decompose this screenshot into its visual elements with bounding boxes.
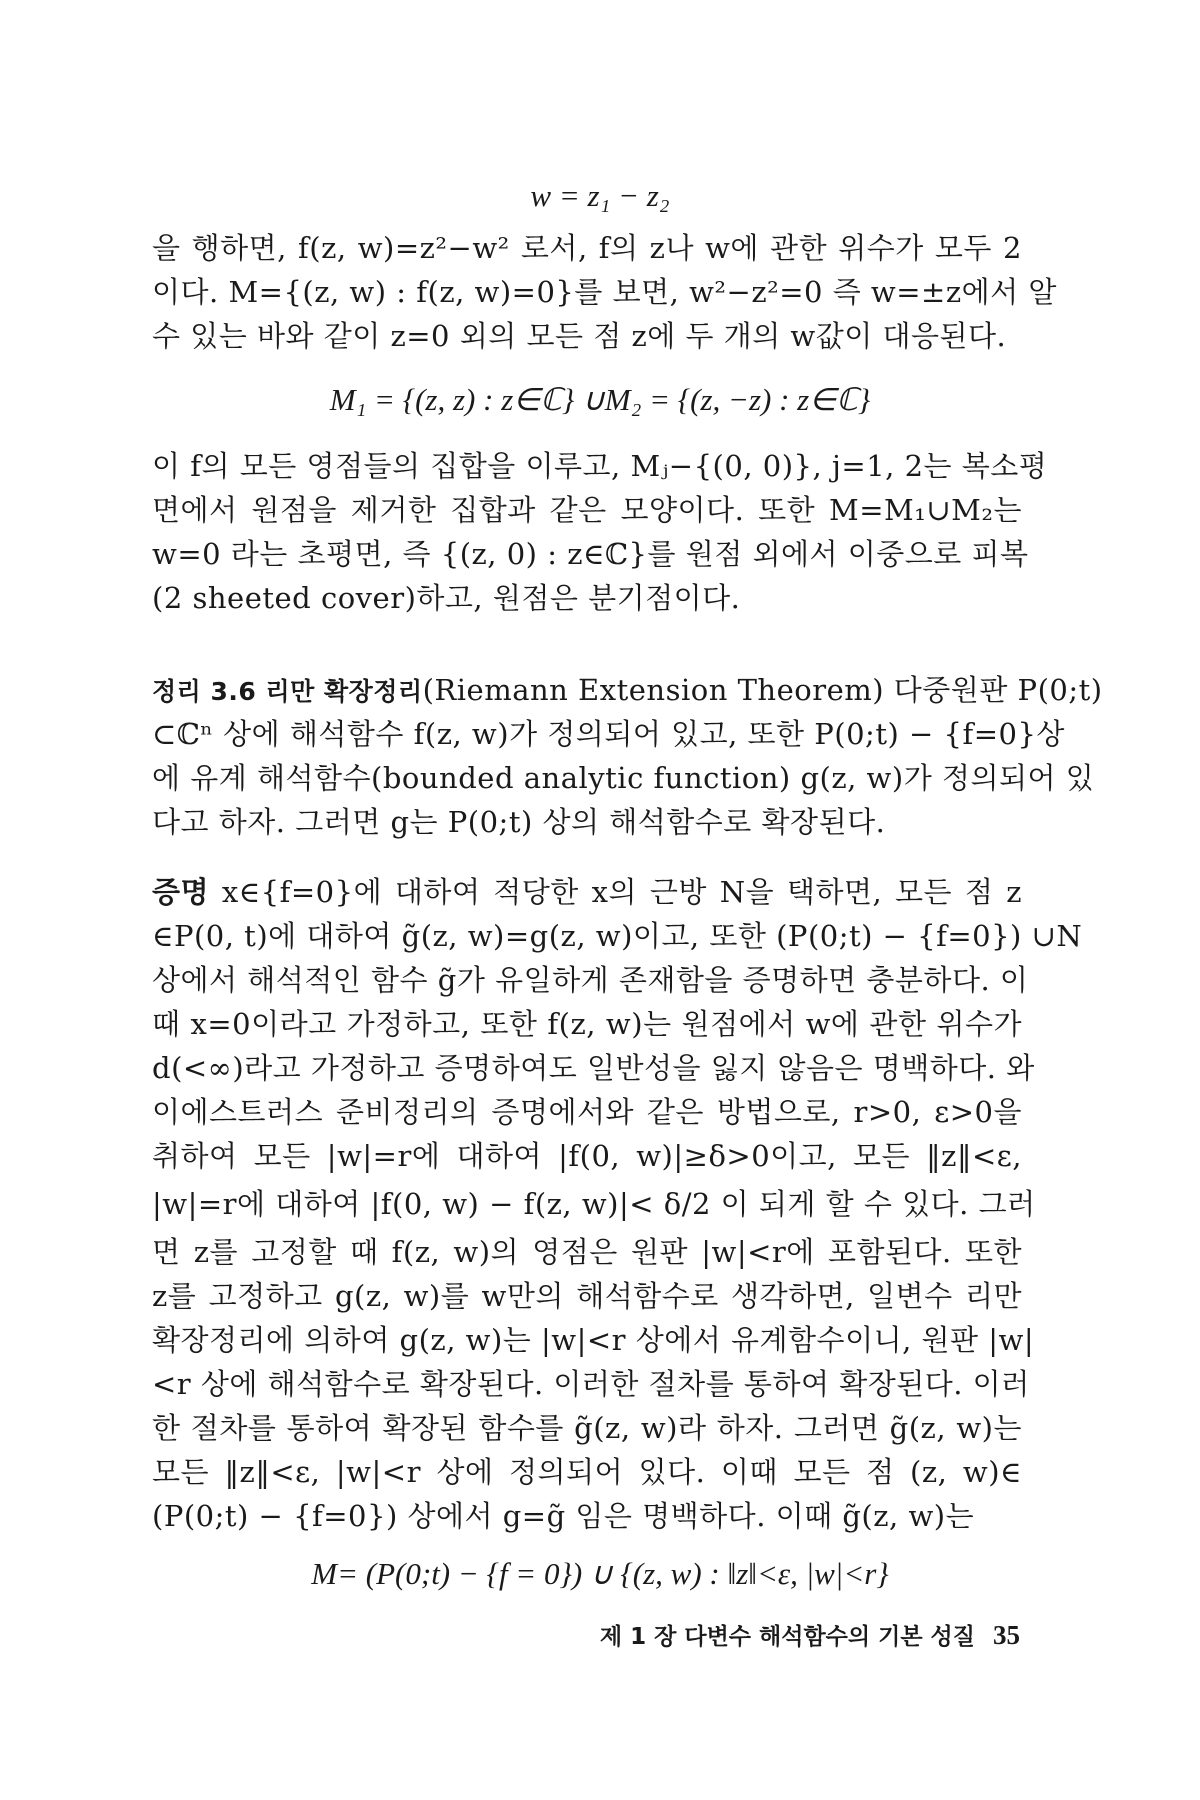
paragraph2-line: 면에서 원점을 제거한 집합과 같은 모양이다. 또한 M=M₁∪M₂는	[152, 493, 1022, 527]
proof-line: d(<∞)라고 가정하고 증명하여도 일반성을 잃지 않음은 명백하다. 와	[152, 1051, 1035, 1085]
theorem-first-line	[152, 670, 1103, 712]
proof-line: 이에스트러스 준비정리의 증명에서와 같은 방법으로, r>0, ε>0을	[152, 1095, 1022, 1129]
proof-line: ∈P(0, t)에 대하여 g̃(z, w)=g(z, w)이고, 또한 (P(0;t) − {f=0}) ∪N	[152, 919, 1083, 953]
proof-line: z를 고정하고 g(z, w)를 w만의 해석함수로 생각하면, 일변수 리만	[152, 1279, 1022, 1313]
paragraph1-line: 이다. M={(z, w) : f(z, w)=0}를 보면, w²−z²=0 즉 w=±z에서 알	[152, 275, 1057, 309]
proof-heading: 증명	[152, 875, 210, 909]
theorem-heading: 정리 3.6 리만 확장정리	[152, 677, 423, 706]
theorem-line: ⊂ℂⁿ 상에 해석함수 f(z, w)가 정의되어 있고, 또한 P(0;t) − {f=0}상	[152, 717, 1065, 751]
equation-w-definition: w = z₁ − z₂	[530, 178, 670, 213]
equation-m1-m2: M₁ = {(z, z) : z∈ℂ} ∪M₂ = {(z, −z) : z∈ℂ}	[329, 382, 871, 417]
paragraph2-line: 이 f의 모든 영점들의 집합을 이루고, Mⱼ−{(0, 0)}, j=1, 2는 복소평	[152, 449, 1048, 483]
paragraph1-line: 수 있는 바와 같이 z=0 외의 모든 점 z에 두 개의 w값이 대응된다.	[152, 319, 1007, 353]
theorem-line: 다고 하자. 그러면 g는 P(0;t) 상의 해석함수로 확장된다.	[152, 805, 886, 839]
proof-line: 확장정리에 의하여 g(z, w)는 |w|<r 상에서 유계함수이니, 원판 |w|	[152, 1323, 1035, 1357]
paragraph1-line: 을 행하면, f(z, w)=z²−w² 로서, f의 z나 w에 관한 위수가 모두 2	[152, 231, 1022, 265]
proof-first-line-text: x∈{f=0}에 대하여 적당한 x의 근방 N을 택하면, 모든 점 z	[209, 875, 1022, 909]
page-footer	[520, 1618, 1020, 1651]
equation-m-definition: M= (P(0;t) − {f = 0}) ∪ {(z, w) : ‖z‖<ε, |w|<r}	[311, 1556, 889, 1591]
proof-line: <r 상에 해석함수로 확장된다. 이러한 절차를 통하여 확장된다. 이러	[152, 1367, 1030, 1401]
theorem-line: 에 유계 해석함수(bounded analytic function) g(z, w)가 정의되어 있	[152, 761, 1095, 795]
proof-first-line	[152, 872, 1022, 912]
proof-line: 한 절차를 통하여 확장된 함수를 g̃(z, w)라 하자. 그러면 g̃(z, w)는	[152, 1411, 1022, 1445]
theorem-first-line-text: (Riemann Extension Theorem) 다중원판 P(0;t)	[422, 673, 1103, 707]
proof-line: 모든 ‖z‖<ε, |w|<r 상에 정의되어 있다. 이때 모든 점 (z, w)∈	[152, 1455, 1022, 1489]
proof-line: |w|=r에 대하여 |f(0, w) − f(z, w)|< δ/2 이 되게 할 수 있다. 그러	[152, 1187, 1036, 1221]
paragraph2-line: (2 sheeted cover)하고, 원점은 분기점이다.	[152, 581, 741, 615]
running-chapter-title: 제 1 장 다변수 해석함수의 기본 성질	[599, 1624, 975, 1650]
proof-line: 상에서 해석적인 함수 g̃가 유일하게 존재함을 증명하면 충분하다. 이	[152, 963, 1029, 997]
page-number: 35	[993, 1620, 1020, 1650]
proof-line: 취하여 모든 |w|=r에 대하여 |f(0, w)|≥δ>0이고, 모든 ‖z‖<ε,	[152, 1139, 1022, 1173]
proof-line: (P(0;t) − {f=0}) 상에서 g=g̃ 임은 명백하다. 이때 g̃(z, w)는	[152, 1499, 975, 1533]
proof-line: 때 x=0이라고 가정하고, 또한 f(z, w)는 원점에서 w에 관한 위수가	[152, 1007, 1022, 1041]
paragraph2-line: w=0 라는 초평면, 즉 {(z, 0) : z∈ℂ}를 원점 외에서 이중으로 피복	[152, 537, 1029, 571]
proof-line: 면 z를 고정할 때 f(z, w)의 영점은 원판 |w|<r에 포함된다. 또한	[152, 1235, 1022, 1269]
